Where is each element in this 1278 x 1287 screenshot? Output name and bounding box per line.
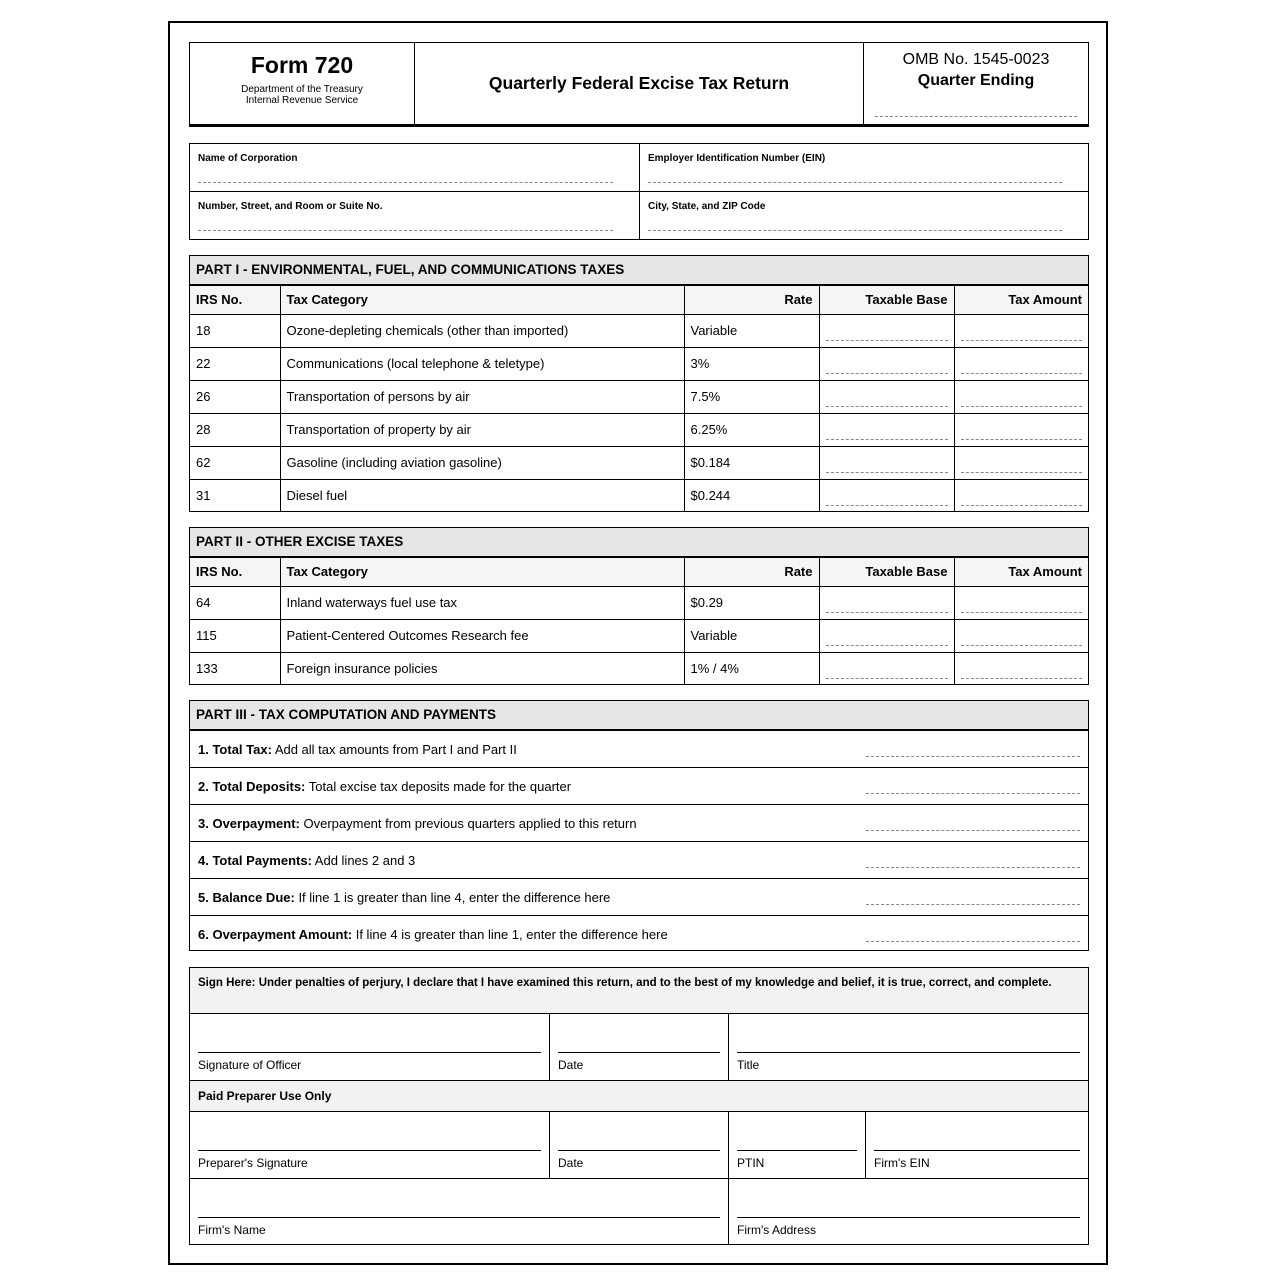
irs-no: 133 bbox=[190, 652, 280, 685]
taxable-base-field[interactable] bbox=[826, 439, 948, 440]
tax-amount-field[interactable] bbox=[961, 340, 1083, 341]
tax-category: Diesel fuel bbox=[280, 479, 684, 512]
table-row bbox=[190, 347, 1088, 380]
tax-amount-field[interactable] bbox=[961, 505, 1083, 506]
col-taxable-base: Taxable Base bbox=[819, 558, 954, 586]
officer-signature-label: Signature of Officer bbox=[198, 1058, 302, 1072]
part-2-title: PART II - OTHER EXCISE TAXES bbox=[190, 528, 1088, 558]
rate: $0.29 bbox=[684, 586, 819, 619]
firm-name-label: Firm's Name bbox=[198, 1223, 266, 1237]
tax-category: Ozone-depleting chemicals (other than imported) bbox=[280, 314, 684, 347]
part-3-section bbox=[189, 700, 1089, 951]
city-field[interactable] bbox=[648, 230, 1062, 231]
taxable-base-cell bbox=[819, 479, 954, 512]
officer-title-field[interactable] bbox=[737, 1052, 1080, 1053]
form-title-box bbox=[415, 43, 864, 124]
name-cell bbox=[190, 144, 640, 192]
line-label: 6. Overpayment Amount: bbox=[198, 927, 353, 942]
taxable-base-field[interactable] bbox=[826, 505, 948, 506]
rate: $0.244 bbox=[684, 479, 819, 512]
col-rate: Rate bbox=[684, 286, 819, 314]
taxable-base-cell bbox=[819, 619, 954, 652]
table-row bbox=[190, 479, 1088, 512]
computation-line-1 bbox=[190, 731, 1088, 768]
tax-amount-cell bbox=[954, 619, 1088, 652]
computation-line-5 bbox=[190, 879, 1088, 916]
preparer-date-cell bbox=[550, 1112, 729, 1178]
line-description: Add lines 2 and 3 bbox=[311, 853, 416, 868]
officer-signature-cell bbox=[190, 1014, 550, 1080]
firm-address-label: Firm's Address bbox=[737, 1223, 816, 1237]
taxable-base-cell bbox=[819, 652, 954, 685]
preparer-signature-label: Preparer's Signature bbox=[198, 1156, 308, 1170]
officer-signature-row bbox=[190, 1014, 1088, 1081]
quarter-ending-field[interactable] bbox=[875, 116, 1077, 117]
table-row bbox=[190, 314, 1088, 347]
quarter-ending-label: Quarter Ending bbox=[917, 72, 1035, 89]
tax-category: Communications (local telephone & teletype) bbox=[280, 347, 684, 380]
line-label: 5. Balance Due: bbox=[198, 890, 295, 905]
computation-line-6 bbox=[190, 916, 1088, 953]
table-row bbox=[190, 586, 1088, 619]
tax-amount-field[interactable] bbox=[961, 678, 1083, 679]
line-description: Total excise tax deposits made for the quarter bbox=[305, 779, 572, 794]
computation-line-4 bbox=[190, 842, 1088, 879]
signature-section bbox=[189, 967, 1089, 1245]
taxable-base-cell bbox=[819, 413, 954, 446]
tax-amount-cell bbox=[954, 586, 1088, 619]
total-tax-field[interactable] bbox=[866, 756, 1080, 757]
tax-amount-cell bbox=[954, 413, 1088, 446]
line-label: 4. Total Payments: bbox=[198, 853, 312, 868]
part-1-table bbox=[190, 286, 1088, 512]
taxable-base-field[interactable] bbox=[826, 340, 948, 341]
tax-amount-cell bbox=[954, 380, 1088, 413]
tax-amount-cell bbox=[954, 314, 1088, 347]
omb-box bbox=[864, 43, 1088, 124]
taxable-base-field[interactable] bbox=[826, 406, 948, 407]
col-tax-amount: Tax Amount bbox=[954, 286, 1088, 314]
tax-category: Transportation of persons by air bbox=[280, 380, 684, 413]
street-field[interactable] bbox=[198, 230, 613, 231]
tax-amount-field[interactable] bbox=[961, 439, 1083, 440]
irs-no: 115 bbox=[190, 619, 280, 652]
col-tax-amount: Tax Amount bbox=[954, 558, 1088, 586]
irs-no: 18 bbox=[190, 314, 280, 347]
tax-category: Inland waterways fuel use tax bbox=[280, 586, 684, 619]
taxable-base-cell bbox=[819, 314, 954, 347]
part-1-section bbox=[189, 255, 1089, 512]
officer-date-field[interactable] bbox=[558, 1052, 720, 1053]
officer-date-label: Date bbox=[558, 1058, 584, 1072]
table-row bbox=[190, 413, 1088, 446]
col-rate: Rate bbox=[684, 558, 819, 586]
taxable-base-field[interactable] bbox=[826, 645, 948, 646]
firm-ein-label: Firm's EIN bbox=[874, 1156, 930, 1170]
total-deposits-field[interactable] bbox=[866, 793, 1080, 794]
tax-amount-field[interactable] bbox=[961, 406, 1083, 407]
preparer-row bbox=[190, 1112, 1088, 1179]
line-label: 1. Total Tax: bbox=[198, 742, 272, 757]
taxable-base-cell bbox=[819, 446, 954, 479]
street-cell bbox=[190, 192, 640, 239]
firm-ein-field[interactable] bbox=[874, 1150, 1080, 1151]
taxpayer-info bbox=[189, 143, 1089, 240]
line-description: Add all tax amounts from Part I and Part II bbox=[271, 742, 517, 757]
irs-no: 26 bbox=[190, 380, 280, 413]
omb-number: OMB No. 1545-0023 bbox=[902, 51, 1050, 68]
overpayment-field[interactable] bbox=[866, 830, 1080, 831]
ein-field[interactable] bbox=[648, 182, 1062, 183]
firm-address-field[interactable] bbox=[737, 1217, 1080, 1218]
col-taxable-base: Taxable Base bbox=[819, 286, 954, 314]
tax-category: Gasoline (including aviation gasoline) bbox=[280, 446, 684, 479]
tax-amount-field[interactable] bbox=[961, 645, 1083, 646]
firm-name-field[interactable] bbox=[198, 1217, 720, 1218]
table-row bbox=[190, 446, 1088, 479]
firm-name-cell bbox=[190, 1179, 729, 1245]
rate: 3% bbox=[684, 347, 819, 380]
table-row bbox=[190, 652, 1088, 685]
part-1-title: PART I - ENVIRONMENTAL, FUEL, AND COMMUNICATIONS TAXES bbox=[190, 256, 1088, 286]
preparer-signature-cell bbox=[190, 1112, 550, 1178]
irs-no: 62 bbox=[190, 446, 280, 479]
table-row bbox=[190, 619, 1088, 652]
preparer-date-field[interactable] bbox=[558, 1150, 720, 1151]
officer-date-cell bbox=[550, 1014, 729, 1080]
ein-cell bbox=[640, 144, 1088, 192]
perjury-declaration: Sign Here: Under penalties of perjury, I declare that I have examined this return, and to the best of my knowledge and belief, it is true, correct, and complete. bbox=[190, 968, 1088, 1014]
taxable-base-field[interactable] bbox=[826, 678, 948, 679]
irs-no: 28 bbox=[190, 413, 280, 446]
rate: 6.25% bbox=[684, 413, 819, 446]
form-id-box bbox=[190, 43, 415, 124]
tax-category: Foreign insurance policies bbox=[280, 652, 684, 685]
computation-line-3 bbox=[190, 805, 1088, 842]
line-label: 3. Overpayment: bbox=[198, 816, 300, 831]
overpayment-amount-field[interactable] bbox=[866, 941, 1080, 942]
taxable-base-cell bbox=[819, 380, 954, 413]
rate: Variable bbox=[684, 619, 819, 652]
tax-amount-cell bbox=[954, 446, 1088, 479]
col-irs-no: IRS No. bbox=[190, 286, 280, 314]
firm-row bbox=[190, 1179, 1088, 1245]
taxable-base-field[interactable] bbox=[826, 373, 948, 374]
tax-amount-cell bbox=[954, 479, 1088, 512]
ein-label: Employer Identification Number (EIN) bbox=[648, 153, 826, 164]
tax-category: Patient-Centered Outcomes Research fee bbox=[280, 619, 684, 652]
department-name bbox=[190, 84, 414, 106]
line-description: If line 1 is greater than line 4, enter the difference here bbox=[294, 890, 611, 905]
part-3-title: PART III - TAX COMPUTATION AND PAYMENTS bbox=[190, 701, 1088, 731]
table-row bbox=[190, 380, 1088, 413]
street-label: Number, Street, and Room or Suite No. bbox=[198, 201, 383, 212]
rate: 1% / 4% bbox=[684, 652, 819, 685]
tax-amount-field[interactable] bbox=[961, 612, 1083, 613]
dept-line-1: Department of the Treasury bbox=[241, 84, 363, 95]
form-title: Quarterly Federal Excise Tax Return bbox=[488, 73, 790, 93]
part-2-section bbox=[189, 527, 1089, 685]
line-label: 2. Total Deposits: bbox=[198, 779, 306, 794]
computation-line-2 bbox=[190, 768, 1088, 805]
line-description: Overpayment from previous quarters applied to this return bbox=[299, 816, 637, 831]
irs-no: 64 bbox=[190, 586, 280, 619]
col-tax-category: Tax Category bbox=[280, 286, 684, 314]
irs-no: 22 bbox=[190, 347, 280, 380]
taxable-base-cell bbox=[819, 347, 954, 380]
rate: Variable bbox=[684, 314, 819, 347]
taxable-base-cell bbox=[819, 586, 954, 619]
name-label: Name of Corporation bbox=[198, 153, 298, 164]
tax-amount-field[interactable] bbox=[961, 373, 1083, 374]
firm-address-cell bbox=[729, 1179, 1088, 1245]
preparer-signature-field[interactable] bbox=[198, 1150, 541, 1151]
city-label: City, State, and ZIP Code bbox=[648, 201, 766, 212]
dept-line-2: Internal Revenue Service bbox=[245, 95, 359, 106]
name-field[interactable] bbox=[198, 182, 613, 183]
ptin-cell bbox=[729, 1112, 866, 1178]
paid-preparer-header: Paid Preparer Use Only bbox=[190, 1081, 1088, 1112]
line-description: If line 4 is greater than line 1, enter the difference here bbox=[352, 927, 668, 942]
balance-due-field[interactable] bbox=[866, 904, 1080, 905]
tax-amount-cell bbox=[954, 347, 1088, 380]
part-2-table bbox=[190, 558, 1088, 685]
preparer-date-label: Date bbox=[558, 1156, 584, 1170]
officer-title-label: Title bbox=[737, 1058, 760, 1072]
officer-signature-field[interactable] bbox=[198, 1052, 541, 1053]
col-irs-no: IRS No. bbox=[190, 558, 280, 586]
col-tax-category: Tax Category bbox=[280, 558, 684, 586]
taxable-base-field[interactable] bbox=[826, 472, 948, 473]
form-number: Form 720 bbox=[250, 52, 354, 78]
tax-amount-cell bbox=[954, 652, 1088, 685]
form-header bbox=[189, 42, 1089, 127]
city-cell bbox=[640, 192, 1088, 239]
officer-title-cell bbox=[729, 1014, 1088, 1080]
ptin-label: PTIN bbox=[737, 1156, 765, 1170]
total-payments-field[interactable] bbox=[866, 867, 1080, 868]
taxable-base-field[interactable] bbox=[826, 612, 948, 613]
firm-ein-cell bbox=[866, 1112, 1088, 1178]
rate: $0.184 bbox=[684, 446, 819, 479]
tax-category: Transportation of property by air bbox=[280, 413, 684, 446]
ptin-field[interactable] bbox=[737, 1150, 857, 1151]
tax-amount-field[interactable] bbox=[961, 472, 1083, 473]
rate: 7.5% bbox=[684, 380, 819, 413]
irs-no: 31 bbox=[190, 479, 280, 512]
